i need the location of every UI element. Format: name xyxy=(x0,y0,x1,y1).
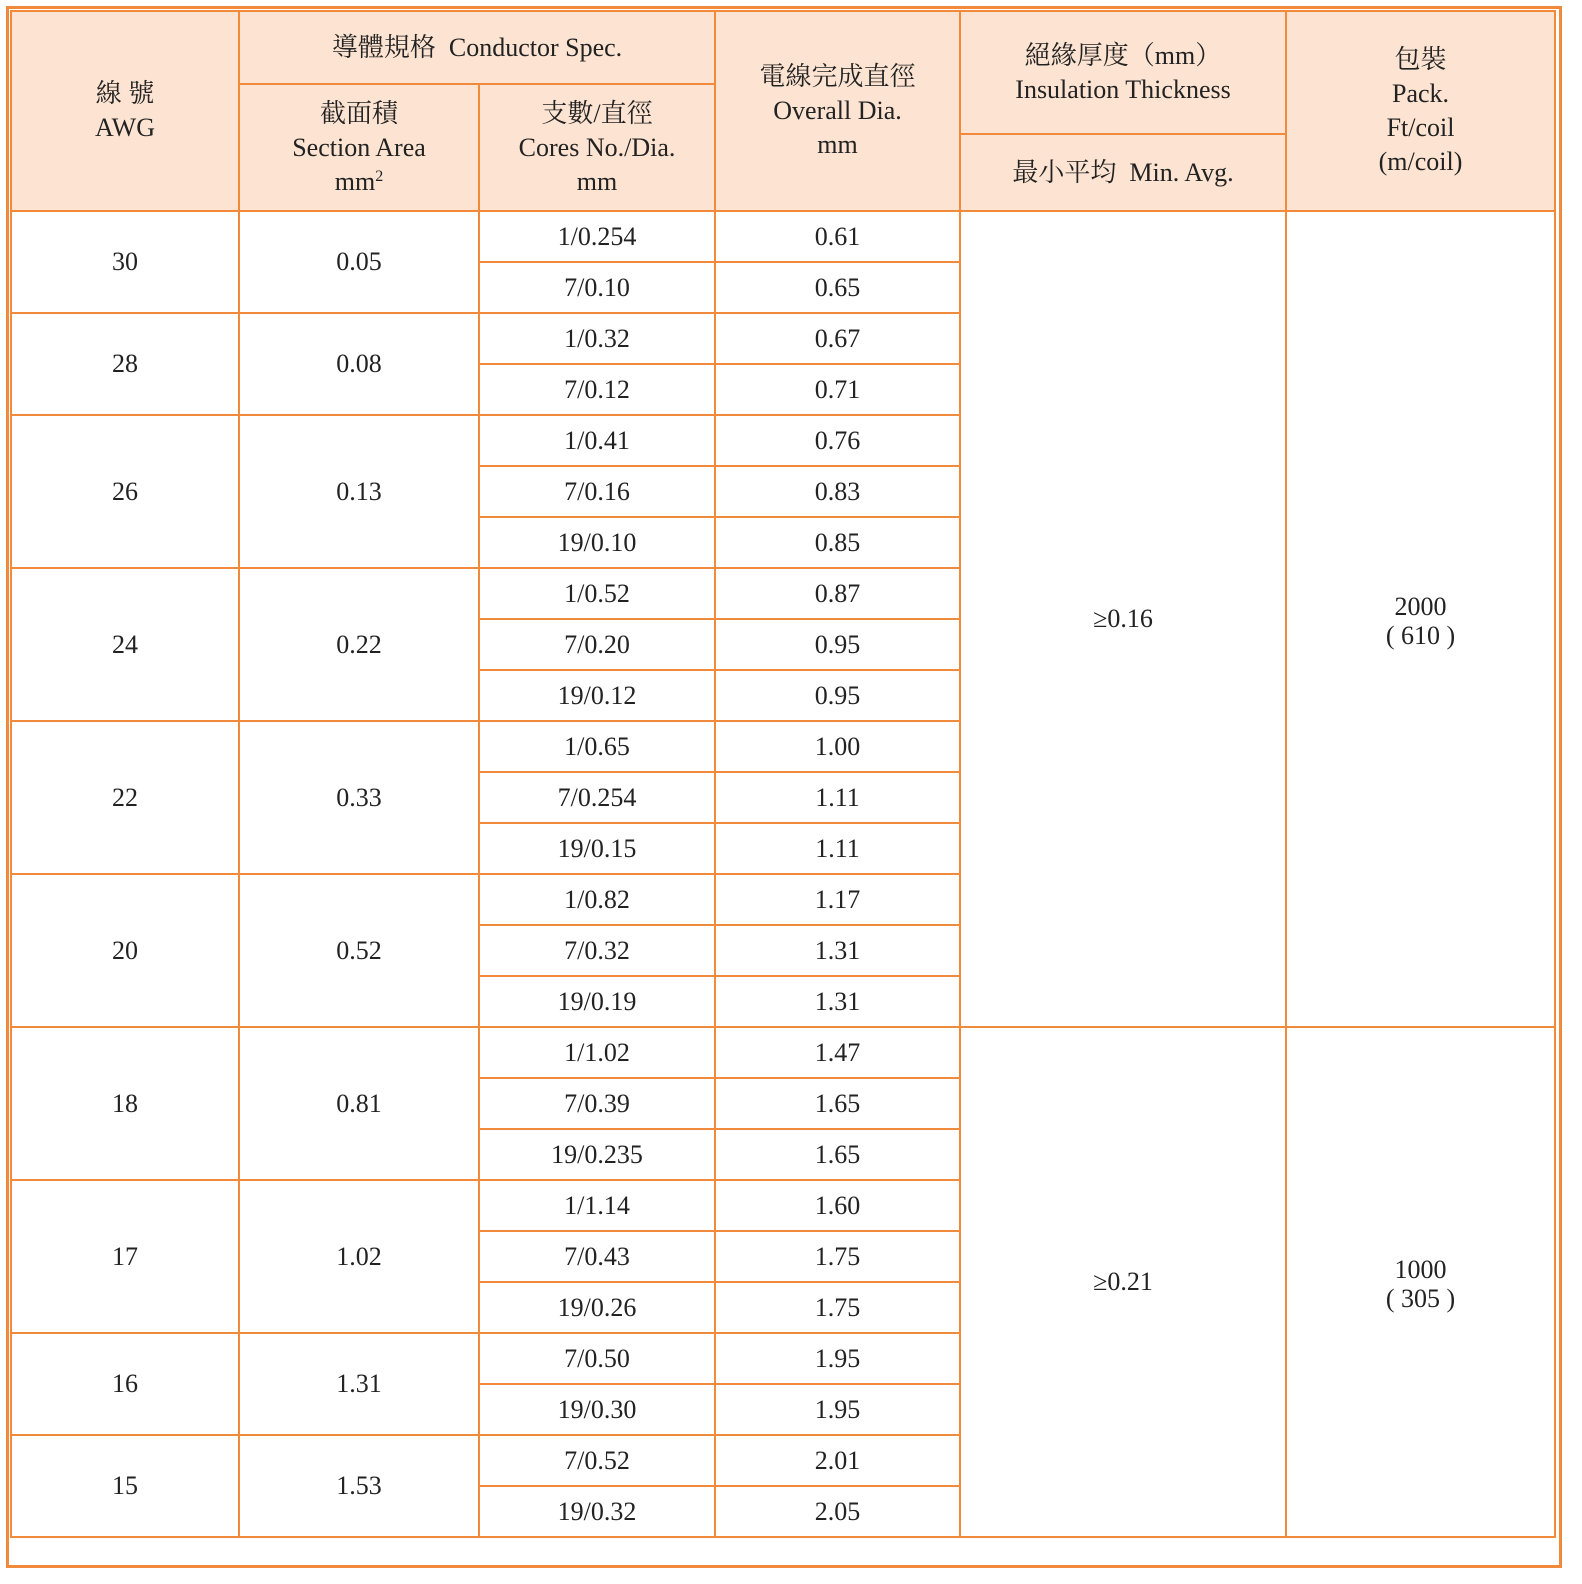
header-cores-en: Cores No./Dia. xyxy=(518,132,676,162)
header-pack-zh: 包裝 xyxy=(1394,45,1447,74)
cores-cell: 19/0.15 xyxy=(479,823,715,874)
overall-dia-cell: 2.01 xyxy=(715,1435,960,1486)
awg-cell: 26 xyxy=(11,415,239,568)
header-conductor xyxy=(239,11,715,84)
cores-cell: 7/0.32 xyxy=(479,925,715,976)
overall-dia-cell: 0.85 xyxy=(715,517,960,568)
overall-dia-cell: 1.11 xyxy=(715,823,960,874)
overall-dia-cell: 1.65 xyxy=(715,1129,960,1180)
awg-cell: 24 xyxy=(11,568,239,721)
header-insulation-en: Insulation Thickness xyxy=(1015,74,1231,104)
overall-dia-cell: 0.95 xyxy=(715,670,960,721)
header-overall-zh: 電線完成直徑 xyxy=(759,62,916,91)
overall-dia-cell: 0.67 xyxy=(715,313,960,364)
awg-cell: 17 xyxy=(11,1180,239,1333)
awg-cell: 18 xyxy=(11,1027,239,1180)
table-row xyxy=(11,211,1555,262)
section-area-cell: 0.05 xyxy=(239,211,479,313)
header-cores-unit: mm xyxy=(576,166,618,196)
cores-cell: 19/0.235 xyxy=(479,1129,715,1180)
cores-cell: 19/0.30 xyxy=(479,1384,715,1435)
overall-dia-cell: 1.95 xyxy=(715,1384,960,1435)
header-overall-en: Overall Dia. xyxy=(773,96,902,125)
overall-dia-cell: 1.60 xyxy=(715,1180,960,1231)
overall-dia-cell: 1.75 xyxy=(715,1282,960,1333)
header-awg-en: AWG xyxy=(94,113,155,142)
pack-ft-value: 2000 xyxy=(1394,592,1447,621)
header-conductor-zh: 導體規格 xyxy=(331,32,436,62)
section-area-cell: 0.52 xyxy=(239,874,479,1027)
insulation-cell: ≥0.16 xyxy=(960,211,1286,1027)
cores-cell: 7/0.39 xyxy=(479,1078,715,1129)
header-pack-en: Pack. xyxy=(1391,79,1450,108)
cores-cell: 7/0.16 xyxy=(479,466,715,517)
overall-dia-cell: 0.61 xyxy=(715,211,960,262)
cores-cell: 19/0.26 xyxy=(479,1282,715,1333)
overall-dia-cell: 0.65 xyxy=(715,262,960,313)
pack-m-value: ( 305 ) xyxy=(1385,1284,1456,1313)
pack-ft-value: 1000 xyxy=(1394,1255,1447,1284)
awg-cell: 15 xyxy=(11,1435,239,1537)
header-min-avg-en: Min. Avg. xyxy=(1129,157,1234,187)
cores-cell: 7/0.10 xyxy=(479,262,715,313)
pack-cell xyxy=(1286,211,1555,1027)
cores-cell: 19/0.32 xyxy=(479,1486,715,1537)
header-insulation xyxy=(960,11,1286,134)
header-min-avg-zh: 最小平均 xyxy=(1012,157,1117,187)
section-area-cell: 0.13 xyxy=(239,415,479,568)
overall-dia-cell: 0.83 xyxy=(715,466,960,517)
overall-dia-cell: 1.75 xyxy=(715,1231,960,1282)
header-section-area-unit: mm xyxy=(334,166,376,196)
header-awg xyxy=(11,11,239,211)
header-section-area-unit-sup: 2 xyxy=(375,167,384,185)
section-area-cell: 0.08 xyxy=(239,313,479,415)
awg-cell: 22 xyxy=(11,721,239,874)
table-row xyxy=(11,1027,1555,1078)
overall-dia-cell: 1.65 xyxy=(715,1078,960,1129)
overall-dia-cell: 1.31 xyxy=(715,976,960,1027)
header-pack-unit-m: (m/coil) xyxy=(1378,147,1463,176)
table-body xyxy=(11,211,1555,1537)
overall-dia-cell: 1.95 xyxy=(715,1333,960,1384)
cores-cell: 1/0.65 xyxy=(479,721,715,772)
awg-cell: 16 xyxy=(11,1333,239,1435)
overall-dia-cell: 2.05 xyxy=(715,1486,960,1537)
overall-dia-cell: 1.11 xyxy=(715,772,960,823)
header-awg-zh: 線 號 xyxy=(95,79,155,108)
overall-dia-cell: 0.87 xyxy=(715,568,960,619)
cores-cell: 7/0.52 xyxy=(479,1435,715,1486)
cores-cell: 1/1.02 xyxy=(479,1027,715,1078)
header-pack xyxy=(1286,11,1555,211)
overall-dia-cell: 1.17 xyxy=(715,874,960,925)
header-min-avg xyxy=(960,134,1286,211)
overall-dia-cell: 0.71 xyxy=(715,364,960,415)
header-pack-unit-ft: Ft/coil xyxy=(1386,113,1455,142)
insulation-cell: ≥0.21 xyxy=(960,1027,1286,1537)
header-cores xyxy=(479,84,715,211)
cores-cell: 7/0.12 xyxy=(479,364,715,415)
awg-cell: 20 xyxy=(11,874,239,1027)
section-area-cell: 0.33 xyxy=(239,721,479,874)
cores-cell: 7/0.43 xyxy=(479,1231,715,1282)
header-section-area-zh: 截面積 xyxy=(319,98,398,128)
header-cores-zh: 支數/直徑 xyxy=(541,98,653,128)
section-area-cell: 1.53 xyxy=(239,1435,479,1537)
header-overall xyxy=(715,11,960,211)
wire-spec-table xyxy=(10,10,1556,1538)
header-insulation-zh: 絕緣厚度（mm） xyxy=(1024,40,1222,70)
overall-dia-cell: 1.31 xyxy=(715,925,960,976)
header-conductor-en: Conductor Spec. xyxy=(448,32,623,62)
header-section-area-en: Section Area xyxy=(292,132,426,162)
cores-cell: 1/0.32 xyxy=(479,313,715,364)
cores-cell: 1/0.82 xyxy=(479,874,715,925)
section-area-cell: 1.02 xyxy=(239,1180,479,1333)
overall-dia-cell: 0.95 xyxy=(715,619,960,670)
cores-cell: 7/0.20 xyxy=(479,619,715,670)
cores-cell: 7/0.254 xyxy=(479,772,715,823)
pack-m-value: ( 610 ) xyxy=(1385,621,1456,650)
pack-cell xyxy=(1286,1027,1555,1537)
awg-cell: 30 xyxy=(11,211,239,313)
section-area-cell: 1.31 xyxy=(239,1333,479,1435)
header-section-area xyxy=(239,84,479,211)
section-area-cell: 0.81 xyxy=(239,1027,479,1180)
overall-dia-cell: 1.00 xyxy=(715,721,960,772)
cores-cell: 1/1.14 xyxy=(479,1180,715,1231)
section-area-cell: 0.22 xyxy=(239,568,479,721)
cores-cell: 19/0.10 xyxy=(479,517,715,568)
cores-cell: 1/0.254 xyxy=(479,211,715,262)
cores-cell: 19/0.12 xyxy=(479,670,715,721)
overall-dia-cell: 0.76 xyxy=(715,415,960,466)
cores-cell: 1/0.52 xyxy=(479,568,715,619)
cores-cell: 7/0.50 xyxy=(479,1333,715,1384)
cores-cell: 1/0.41 xyxy=(479,415,715,466)
cores-cell: 19/0.19 xyxy=(479,976,715,1027)
awg-cell: 28 xyxy=(11,313,239,415)
overall-dia-cell: 1.47 xyxy=(715,1027,960,1078)
header-overall-unit: mm xyxy=(817,130,858,159)
